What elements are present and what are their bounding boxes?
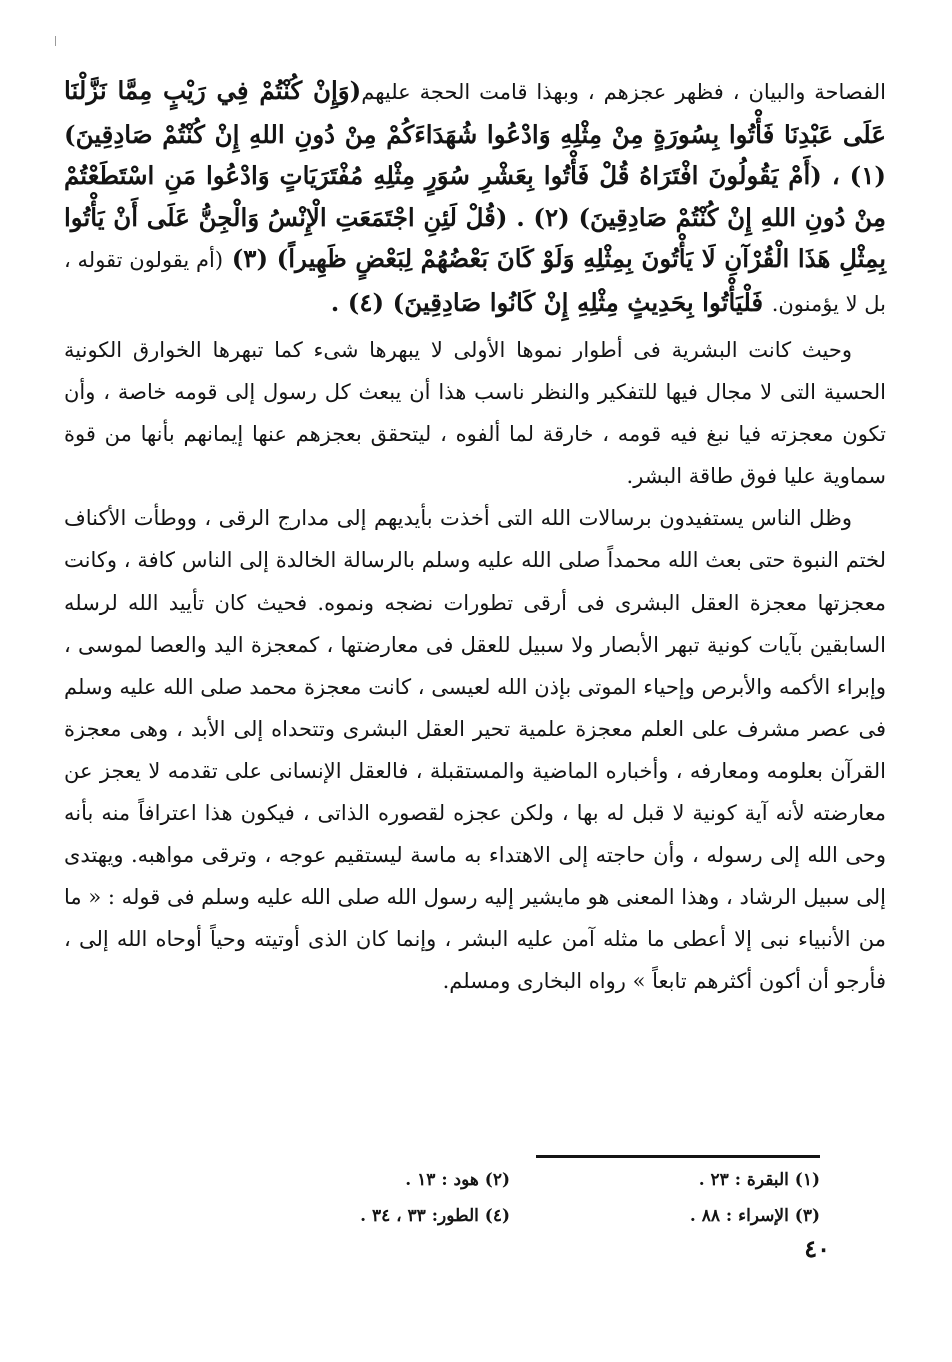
page-number: ٤٠ xyxy=(804,1234,830,1263)
footnote-3: (٣) الإسراء : ٨٨ . xyxy=(689,1206,820,1226)
verse-tur-part-1: (أم يقولون تقوله ، بل لا يؤمنون. xyxy=(64,248,886,316)
footnote-row xyxy=(266,1162,820,1198)
margin-mark xyxy=(55,36,56,46)
page-body xyxy=(64,70,886,1003)
verse-baqarah: (وَإِنْ كُنْتُمْ فِي رَيْبٍ مِمَّا نَزَّلْنَا عَلَى عَبْدِنَا فَأْتُوا بِسُورَةٍ مِنْ مِثْلِهِ وَادْعُوا شُهَدَاءَكُمْ مِنْ دُونِ اللهِ إِنْ كُنْتُمْ صَادِقِينَ) (١) ، xyxy=(64,76,887,190)
verse-isra: (قُلْ لَئِنِ اجْتَمَعَتِ الْإِنْسُ وَالْجِنُّ عَلَى أَنْ يَأْتُوا بِمِثْلِ هَذَا الْقُرْآنِ لَا يَأْتُونَ بِمِثْلِهِ وَلَوْ كَانَ بَعْضُهُمْ لِبَعْضٍ ظَهِيراً) (٣) xyxy=(64,202,887,273)
paragraph-2: وظل الناس يستفيدون برسالات الله التى أخذت بأيديهم إلى مدارج الرقى ، ووطأت الأكناف لختم النبوة حتى بعث الله محمداً صلى الله عليه وسلم بالرسالة الخالدة إلى الناس كافة ، وكانت معجزتها معجزة العقل البشرى فى أرقى تطورات نضجه ونموه. فحيث كان تأييد الله لرسله السابقين بآيات كونية تبهر الأبصار ولا سبيل للعقل فى معارضتها ، كمعجزة اليد والعصا لموسى ، وإبراء الأكمه والأبرص وإحياء الموتى بإذن الله لعيسى ، كانت معجزة محمد صلى الله عليه وسلم فى عصر مشرف على العلم معجزة علمية تحير العقل البشرى وتتحداه إلى الأبد ، وهى معجزة القرآن بعلومه ومعارفه ، وأخباره الماضية والمستقبلة ، فالعقل الإنسانى على تقدمه لا يعجز عن معارضته لأنه آية كونية لا قبل له بها ، ولكن عجزه لقصوره الذاتى ، فيكون هذا اعترافاً منه بأنه وحى الله إلى رسوله ، وأن حاجته إلى الاهتداء به ماسة ليستقيم عوجه ، وترقى مواهبه. ويهتدى إلى سبيل الرشاد ، وهذا المعنى هو مايشير إليه رسول الله صلى الله عليه وسلم فى قوله : « ما من الأنبياء نبى إلا أعطى ما مثله آمن عليه البشر ، وإنما كان الذى أوتيته وحياً أوحاه الله إلى ، فأرجو أن أكون أكثرهم تابعاً » رواه البخارى ومسلم. xyxy=(64,506,886,994)
paragraph-1: وحيث كانت البشرية فى أطوار نموها الأولى لا يبهرها شىء كما تبهرها الخوارق الكونية الحسية التى لا مجال فيها للتفكير والنظر ناسب هذا أن يبعث كل رسول إلى قومه خاصة ، وأن تكون معجزته فيا نبغ فيه قومه ، خارقة لما ألفوه ، ليتحقق بعجزهم عنها إيمانهم بأنها من قوة سماوية عليا فوق طاقة البشر. xyxy=(64,338,886,489)
intro-text: الفصاحة والبيان ، فظهر عجزهم ، وبهذا قامت الحجة عليهم xyxy=(361,80,886,104)
footnote-1: (١) البقرة : ٢٣ . xyxy=(698,1170,820,1190)
footnotes xyxy=(266,1162,820,1234)
footnote-4: (٤) الطور: ٣٣ ، ٣٤ . xyxy=(360,1206,510,1226)
verse-hud: (أَمْ يَقُولُونَ افْتَرَاهُ قُلْ فَأْتُوا بِعَشْرِ سُوَرٍ مِثْلِهِ مُفْتَرَيَاتٍ وَادْعُوا مَنِ اسْتَطَعْتُمْ مِنْ دُونِ اللهِ إِنْ كُنْتُمْ صَادِقِينَ) (٢) . xyxy=(64,161,886,232)
footnote-row xyxy=(266,1198,820,1234)
footnote-2: (٢) هود : ١٣ . xyxy=(405,1170,510,1190)
footnote-divider xyxy=(536,1155,820,1158)
quran-quote-block xyxy=(64,70,886,325)
verse-tur-part-2: فَلْيَأْتُوا بِحَدِيثٍ مِثْلِهِ إِنْ كَانُوا صَادِقِينَ) (٤) . xyxy=(330,287,764,317)
